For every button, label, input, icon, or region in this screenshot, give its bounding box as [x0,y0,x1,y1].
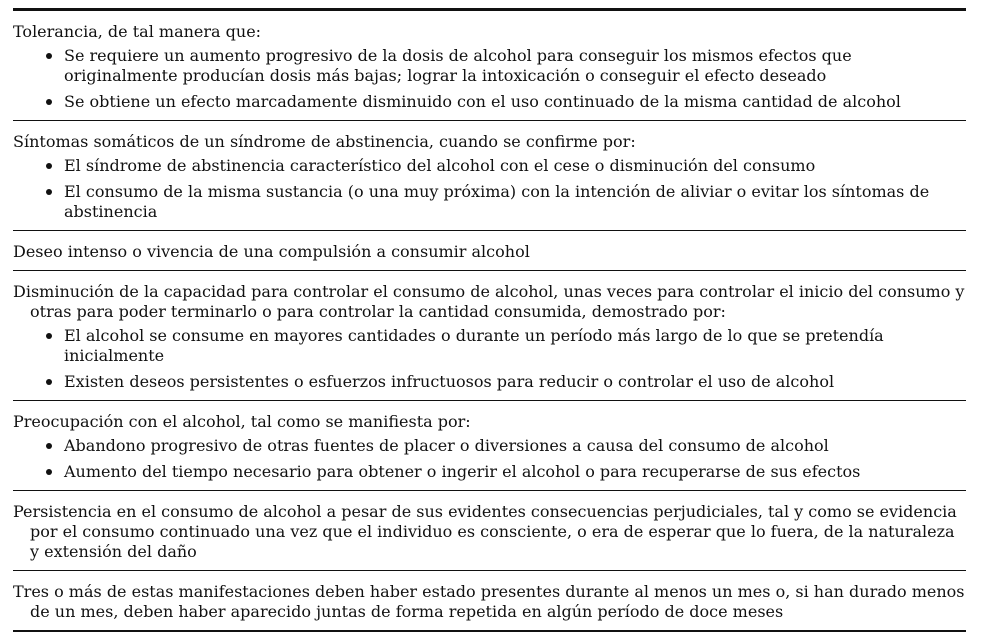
criteria-row-control [13,271,966,401]
criterion-heading: Síntomas somáticos de un síndrome de abstinencia, cuando se confirme por: [13,132,636,151]
criteria-row-persistence [13,491,966,571]
bullet-dot-icon [46,163,52,169]
criteria-table [13,8,966,632]
criterion-bullet-text: El alcohol se consume en mayores cantidades o durante un período más largo de lo que se pretendía inicialmente [64,326,884,365]
criterion-heading: Tres o más de estas manifestaciones deben haber estado presentes durante al menos un mes o, si han durado menos de un mes, deben haber aparecido juntas de forma repetida en algún período de doce meses [13,582,965,621]
criteria-row-craving [13,231,966,271]
criterion-bullet-list [13,46,966,112]
bullet-dot-icon [46,99,52,105]
criterion-bullet-text: El síndrome de abstinencia característico del alcohol con el cese o disminución del consumo [64,156,816,175]
bullet-dot-icon [46,469,52,475]
criterion-bullet-text: El consumo de la misma sustancia (o una muy próxima) con la intención de aliviar o evitar los síntomas de abstinencia [64,182,930,221]
criterion-bullet [13,156,966,176]
criterion-bullet-text: Abandono progresivo de otras fuentes de placer o diversiones a causa del consumo de alcohol [64,436,829,455]
bullet-dot-icon [46,53,52,59]
criterion-heading: Tolerancia, de tal manera que: [13,22,262,41]
criterion-bullet-text: Aumento del tiempo necesario para obtener o ingerir el alcohol o para recuperarse de sus efectos [64,462,861,481]
criterion-bullet-list [13,436,966,482]
criterion-bullet [13,46,966,86]
criteria-row-preoccupation [13,401,966,491]
criterion-bullet-list [13,326,966,392]
criterion-heading: Deseo intenso o vivencia de una compulsión a consumir alcohol [13,242,530,261]
criterion-heading: Preocupación con el alcohol, tal como se manifiesta por: [13,412,471,431]
criterion-bullet [13,326,966,366]
criterion-heading: Persistencia en el consumo de alcohol a pesar de sus evidentes consecuencias perjudiciales, tal y como se evidencia por el consumo continuado una vez que el individuo es consciente, o era de esperar que lo fuera, de la naturaleza y extensión del daño [13,502,957,561]
criterion-bullet-list [13,156,966,222]
criterion-bullet-text: Existen deseos persistentes o esfuerzos infructuosos para reducir o controlar el uso de alcohol [64,372,835,391]
criteria-row-diagnostic-rule [13,571,966,632]
criterion-bullet-text: Se obtiene un efecto marcadamente disminuido con el uso continuado de la misma cantidad de alcohol [64,92,901,111]
criteria-row-withdrawal [13,121,966,231]
criteria-row-tolerance [13,11,966,121]
criterion-heading: Disminución de la capacidad para controlar el consumo de alcohol, unas veces para controlar el inicio del consumo y otras para poder terminarlo o para controlar la cantidad consumida, demostrado por: [13,282,965,321]
criterion-bullet [13,436,966,456]
criterion-bullet [13,462,966,482]
bullet-dot-icon [46,443,52,449]
bullet-dot-icon [46,189,52,195]
criterion-bullet [13,182,966,222]
criterion-bullet [13,372,966,392]
bullet-dot-icon [46,379,52,385]
bullet-dot-icon [46,333,52,339]
criterion-bullet [13,92,966,112]
criterion-bullet-text: Se requiere un aumento progresivo de la dosis de alcohol para conseguir los mismos efectos que originalmente producían dosis más bajas; lograr la intoxicación o conseguir el efecto deseado [64,46,852,85]
